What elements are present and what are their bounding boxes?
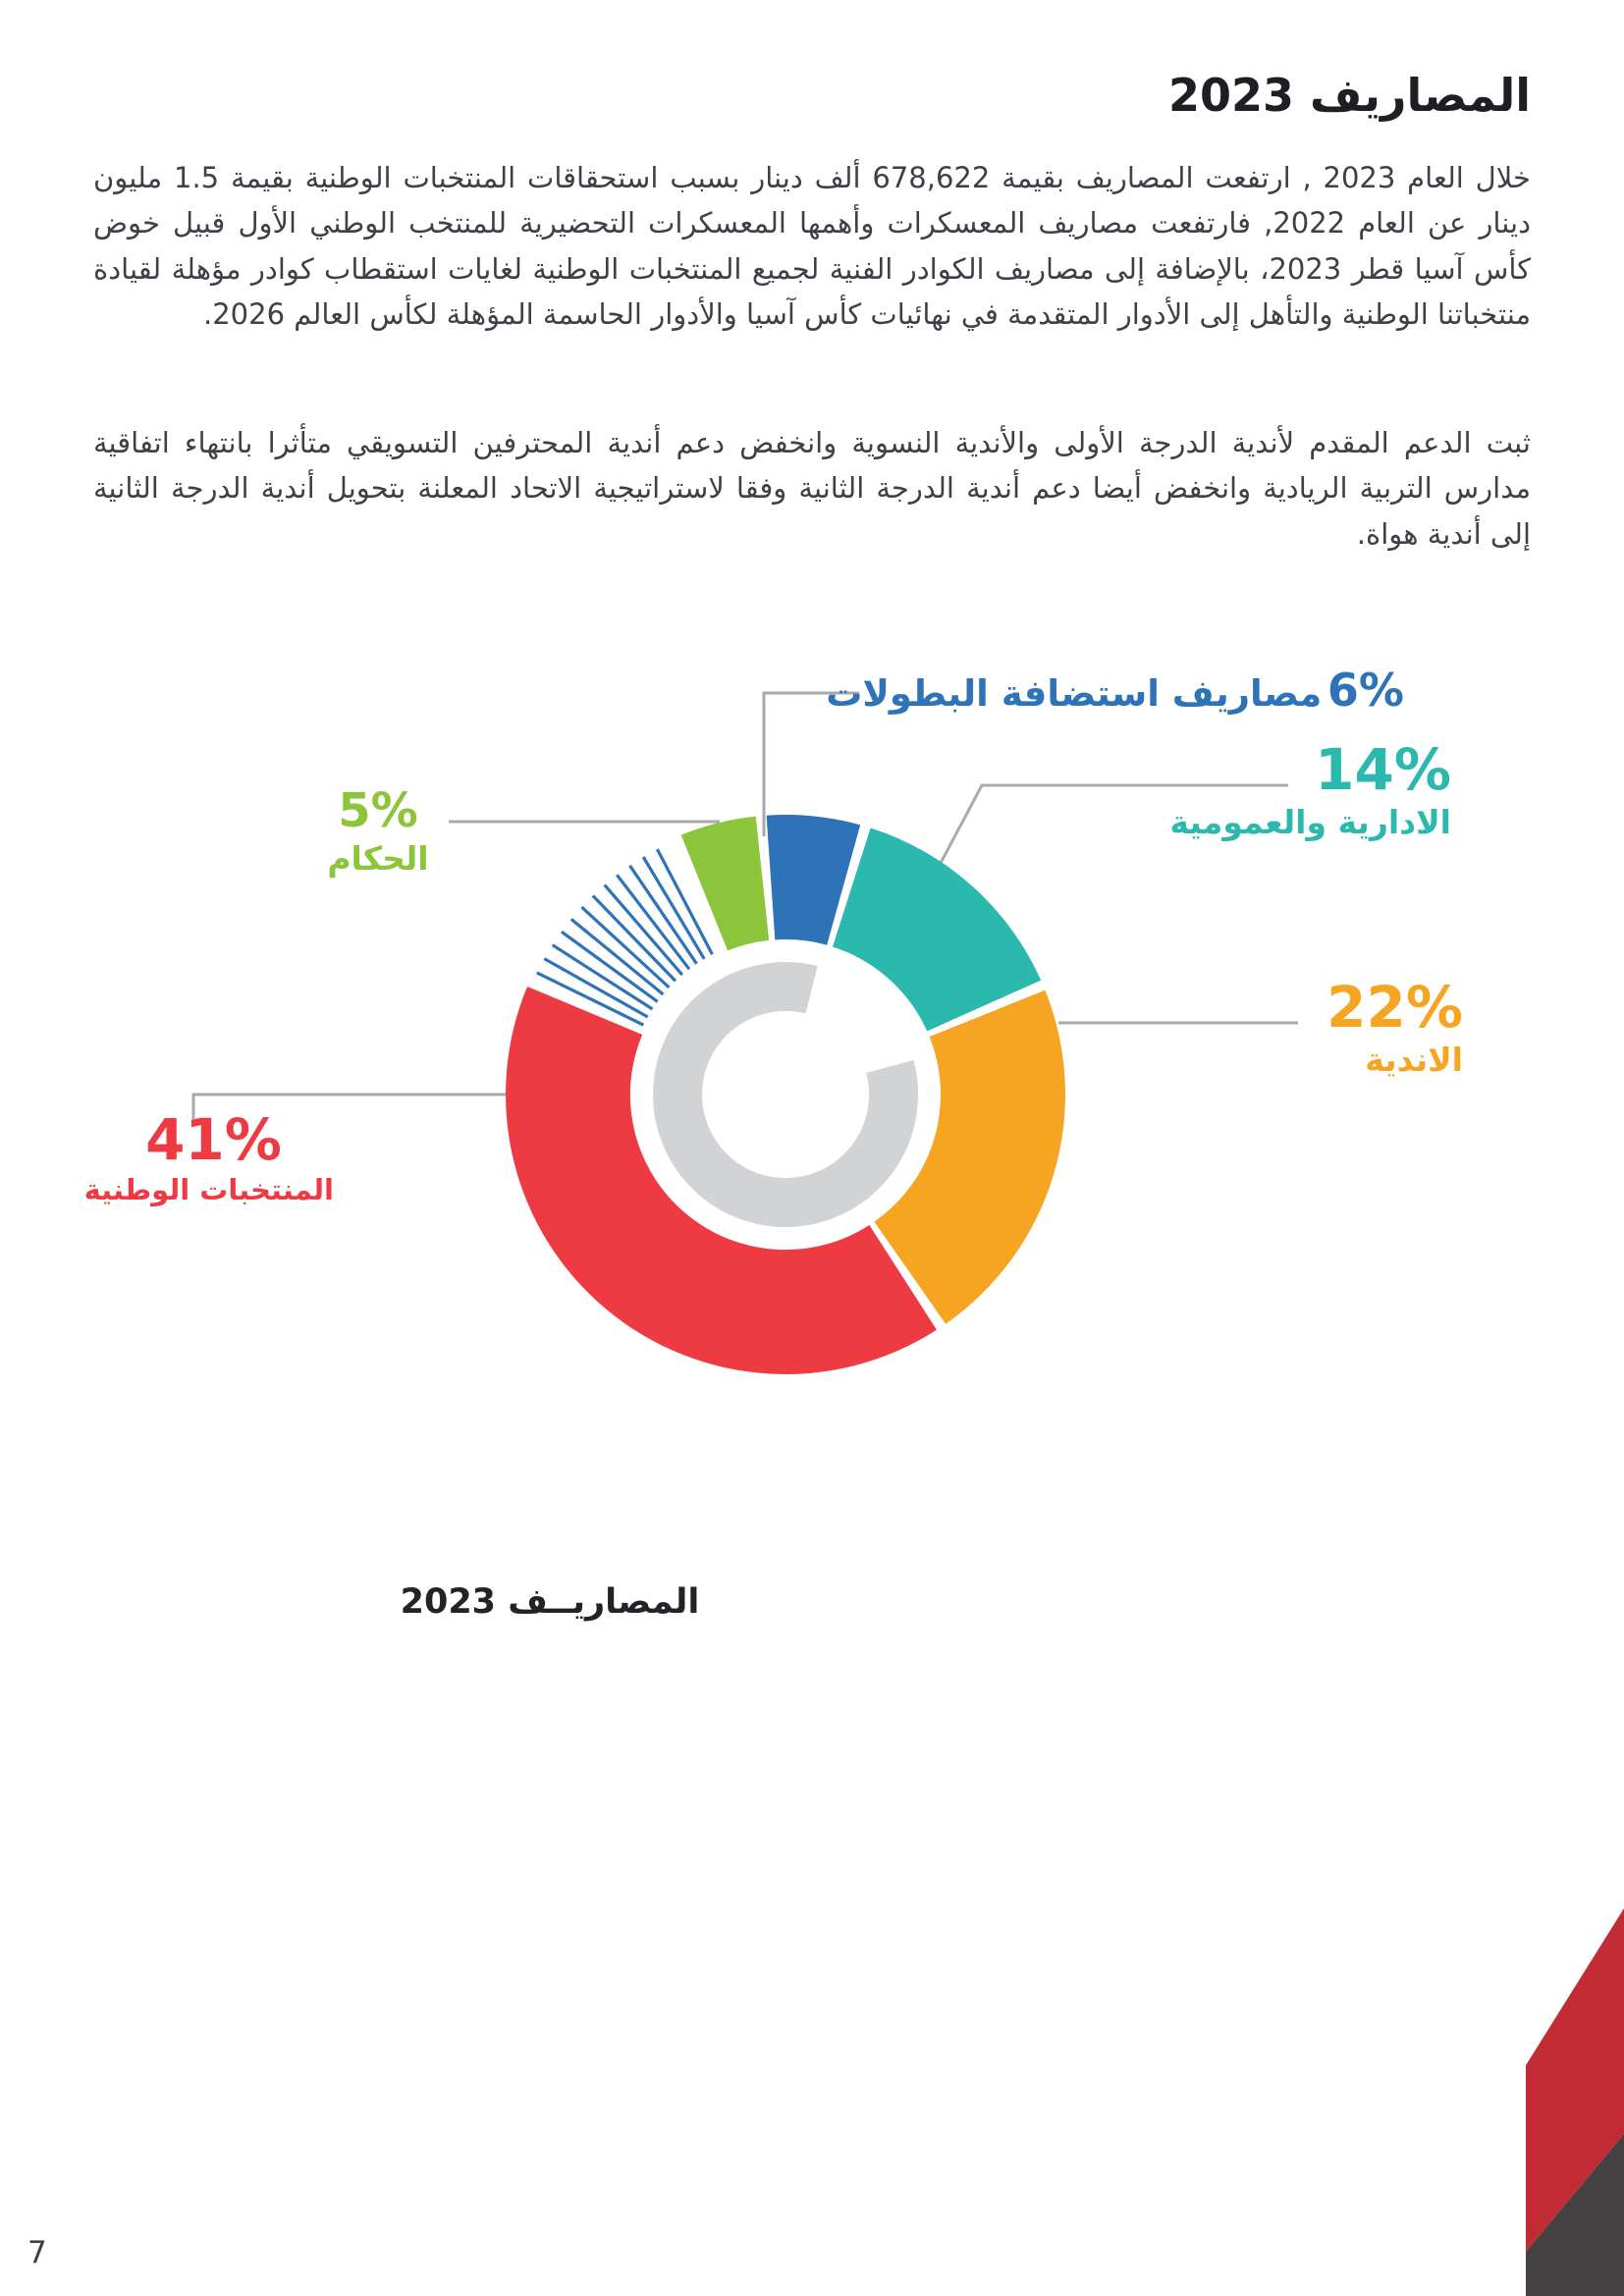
hatch-stripe [643, 857, 704, 959]
clubs-label: الاندية [1365, 1040, 1463, 1079]
inner-ring [677, 987, 893, 1202]
hosting-label: مصاريف استضافة البطولات [826, 672, 1323, 715]
donut-slice-5 [681, 817, 770, 951]
hatch-stripe [581, 907, 669, 988]
callout-national-teams [83, 1106, 334, 1206]
expenses-donut-figure [0, 628, 1624, 1683]
referees-pct: 5% [338, 783, 418, 838]
page-number: 7 [27, 2235, 47, 2270]
hosting-pct: 6% [1326, 664, 1404, 717]
callout-referees [304, 785, 452, 878]
page-title: المصاريف 2023 [1167, 69, 1531, 122]
corner-decoration [1526, 1908, 1624, 2296]
donut-slices [506, 815, 1065, 1374]
administrative-pct: 14% [1315, 736, 1451, 803]
administrative-label: الادارية والعمومية [1169, 802, 1451, 841]
referees-label: الحكام [327, 838, 429, 878]
callout-administrative [1169, 736, 1451, 841]
callout-clubs [1326, 974, 1463, 1079]
chart-caption: المصاريــف 2023 [400, 1582, 700, 1622]
hatch-stripe [630, 866, 697, 964]
hatch-stripe [553, 945, 653, 1009]
hatch-stripe [605, 885, 682, 976]
paragraph-clubs-support: ثبت الدعم المقدم لأندية الدرجة الأولى والأندية النسوية وانخفض دعم أندية المحترفين التسويقي متأثرا بانتهاء اتفاقية مدارس التربية الريادية وانخفض أيضا دعم أندية الدرجة الثانية وفقا لاستراتيجية الاتحاد المعلنة بتحويل أندية الدرجة الثانية إلى أندية هواة. [93, 426, 1531, 551]
callout-hosting-expenses [826, 664, 1404, 717]
paragraph-expenses-overview: خلال العام 2023 , ارتفعت المصاريف بقيمة 678,622 ألف دينار بسبب استحقاقات المنتخبات الوطنية بقيمة 1.5 مليون دينار عن العام 2022, فارتفعت مصاريف المعسكرات وأهمها المعسكرات التحضيرية للمنتخب الوطني الأول قبيل خوض كأس آسيا قطر 2023، بالإضافة إلى مصاريف الكوادر الفنية لجميع المنتخبات الوطنية لغايات استقطاب كوادر مؤهلة لقيادة منتخباتنا الوطنية والتأهل إلى الأدوار المتقدمة في نهائيات كأس آسيا والأدوار الحاسمة المؤهلة لكأس العالم 2026. [93, 161, 1531, 332]
clubs-pct: 22% [1326, 974, 1463, 1041]
donut-slice-1 [833, 828, 1041, 1032]
national-teams-pct: 41% [145, 1106, 282, 1173]
donut-slice-2 [874, 990, 1065, 1324]
national-teams-label: المنتخبات الوطنية [83, 1172, 334, 1206]
hatch-stripe [593, 896, 676, 982]
